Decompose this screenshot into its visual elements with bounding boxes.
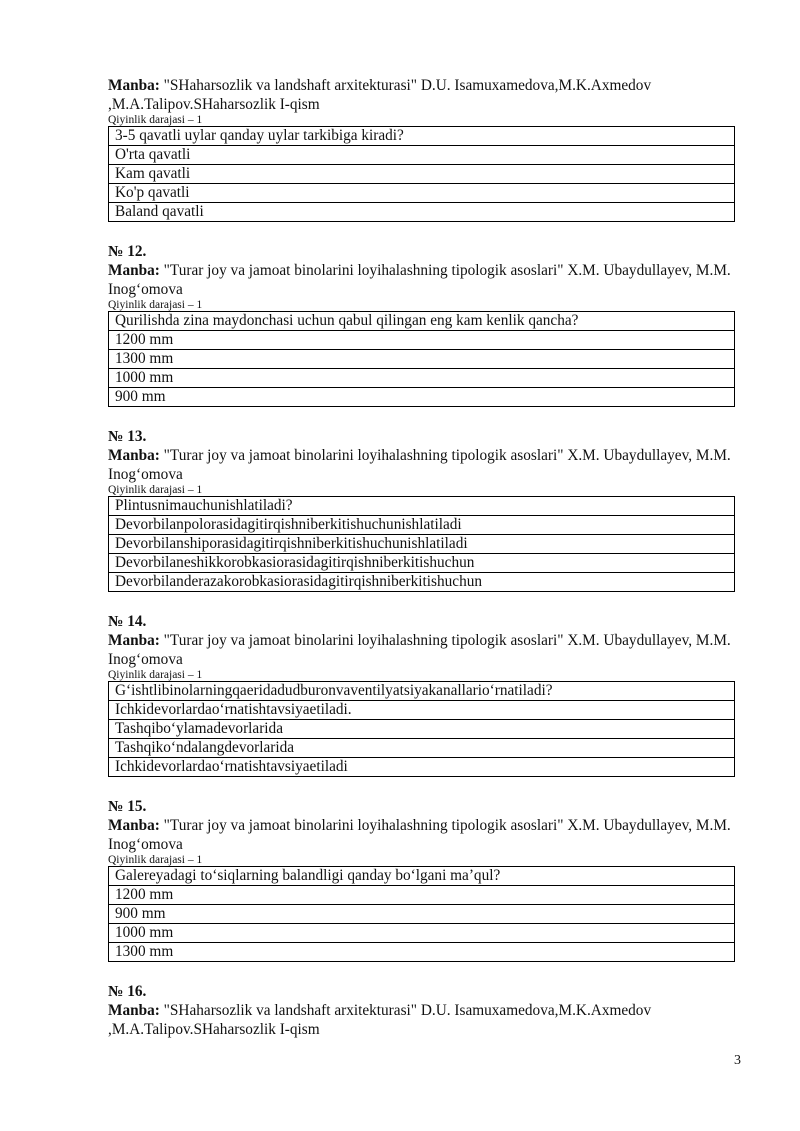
question-block-14 <box>108 612 736 777</box>
question-number: № 12. <box>108 243 147 260</box>
source-line <box>108 446 736 484</box>
question-table <box>108 866 735 962</box>
question-block-12 <box>108 242 736 407</box>
answer-option: Devorbilaneshikkorobkasiorasidagitirqishniberkitishuchun <box>109 554 735 573</box>
answer-option: 1200 mm <box>109 331 735 350</box>
question-block-16 <box>108 982 736 1039</box>
answer-option: Tashqiko‘ndalangdevorlarida <box>109 739 735 758</box>
question-text: Qurilishda zina maydonchasi uchun qabul qilingan eng kam kenlik qancha? <box>109 312 735 331</box>
answer-option: 1000 mm <box>109 369 735 388</box>
difficulty-level: Qiyinlik darajasi – 1 <box>108 854 203 866</box>
source-line <box>108 1001 736 1039</box>
question-text: Galereyadagi to‘siqlarning balandligi qanday bo‘lgani ma’qul? <box>109 867 735 886</box>
source-line <box>108 76 736 114</box>
source-text: "Turar joy va jamoat binolarini loyihalashning tipologik asoslari" X.M. Ubaydullayev, M.M. Inog‘omova <box>108 632 731 668</box>
source-line <box>108 261 736 299</box>
question-block-11 <box>108 76 736 222</box>
question-text: Plintusnimauchunishlatiladi? <box>109 497 735 516</box>
answer-option: Devorbilanpolorasidagitirqishniberkitishuchunishlatiladi <box>109 516 735 535</box>
source-text: "Turar joy va jamoat binolarini loyihalashning tipologik asoslari" X.M. Ubaydullayev, M.M. Inog‘omova <box>108 447 731 483</box>
question-table <box>108 496 735 592</box>
source-text: "Turar joy va jamoat binolarini loyihalashning tipologik asoslari" X.M. Ubaydullayev, M.M. Inog‘omova <box>108 262 731 298</box>
source-text: "SHaharsozlik va landshaft arxitekturasi" D.U. Isamuxamedova,M.K.Axmedov ,M.A.Talipov.SHaharsozlik I-qism <box>108 1002 652 1038</box>
source-label: Manba: <box>108 77 160 94</box>
answer-option: 1300 mm <box>109 350 735 369</box>
question-number: № 15. <box>108 798 147 815</box>
source-text: "SHaharsozlik va landshaft arxitekturasi" D.U. Isamuxamedova,M.K.Axmedov ,M.A.Talipov.SHaharsozlik I-qism <box>108 77 652 113</box>
difficulty-level: Qiyinlik darajasi – 1 <box>108 299 203 311</box>
question-table <box>108 311 735 407</box>
question-number: № 16. <box>108 983 147 1000</box>
page-number: 3 <box>734 1053 741 1068</box>
answer-option: 1000 mm <box>109 924 735 943</box>
source-label: Manba: <box>108 1002 160 1019</box>
difficulty-level: Qiyinlik darajasi – 1 <box>108 114 203 126</box>
answer-option: 1200 mm <box>109 886 735 905</box>
answer-option: Ko'p qavatli <box>109 184 735 203</box>
question-text: 3-5 qavatli uylar qanday uylar tarkibiga kiradi? <box>109 127 735 146</box>
question-block-13 <box>108 427 736 592</box>
document-page <box>108 76 736 1039</box>
difficulty-level: Qiyinlik darajasi – 1 <box>108 669 203 681</box>
question-table <box>108 681 735 777</box>
question-block-15 <box>108 797 736 962</box>
source-label: Manba: <box>108 817 160 834</box>
question-number: № 14. <box>108 613 147 630</box>
source-text: "Turar joy va jamoat binolarini loyihalashning tipologik asoslari" X.M. Ubaydullayev, M.M. Inog‘omova <box>108 817 731 853</box>
answer-option: 1300 mm <box>109 943 735 962</box>
answer-option: Baland qavatli <box>109 203 735 222</box>
answer-option: O'rta qavatli <box>109 146 735 165</box>
answer-option: Ichkidevorlardao‘rnatishtavsiyaetiladi. <box>109 701 735 720</box>
answer-option: Tashqibo‘ylamadevorlarida <box>109 720 735 739</box>
source-line <box>108 631 736 669</box>
answer-option: Kam qavatli <box>109 165 735 184</box>
answer-option: Devorbilanderazakorobkasiorasidagitirqishniberkitishuchun <box>109 573 735 592</box>
question-table <box>108 126 735 222</box>
source-label: Manba: <box>108 632 160 649</box>
answer-option: Devorbilanshiporasidagitirqishniberkitishuchunishlatiladi <box>109 535 735 554</box>
answer-option: 900 mm <box>109 388 735 407</box>
source-label: Manba: <box>108 262 160 279</box>
source-line <box>108 816 736 854</box>
answer-option: 900 mm <box>109 905 735 924</box>
question-text: G‘ishtlibinolarningqaeridadudburonvaventilyatsiyakanallario‘rnatiladi? <box>109 682 735 701</box>
answer-option: Ichkidevorlardao‘rnatishtavsiyaetiladi <box>109 758 735 777</box>
source-label: Manba: <box>108 447 160 464</box>
question-number: № 13. <box>108 428 147 445</box>
difficulty-level: Qiyinlik darajasi – 1 <box>108 484 203 496</box>
